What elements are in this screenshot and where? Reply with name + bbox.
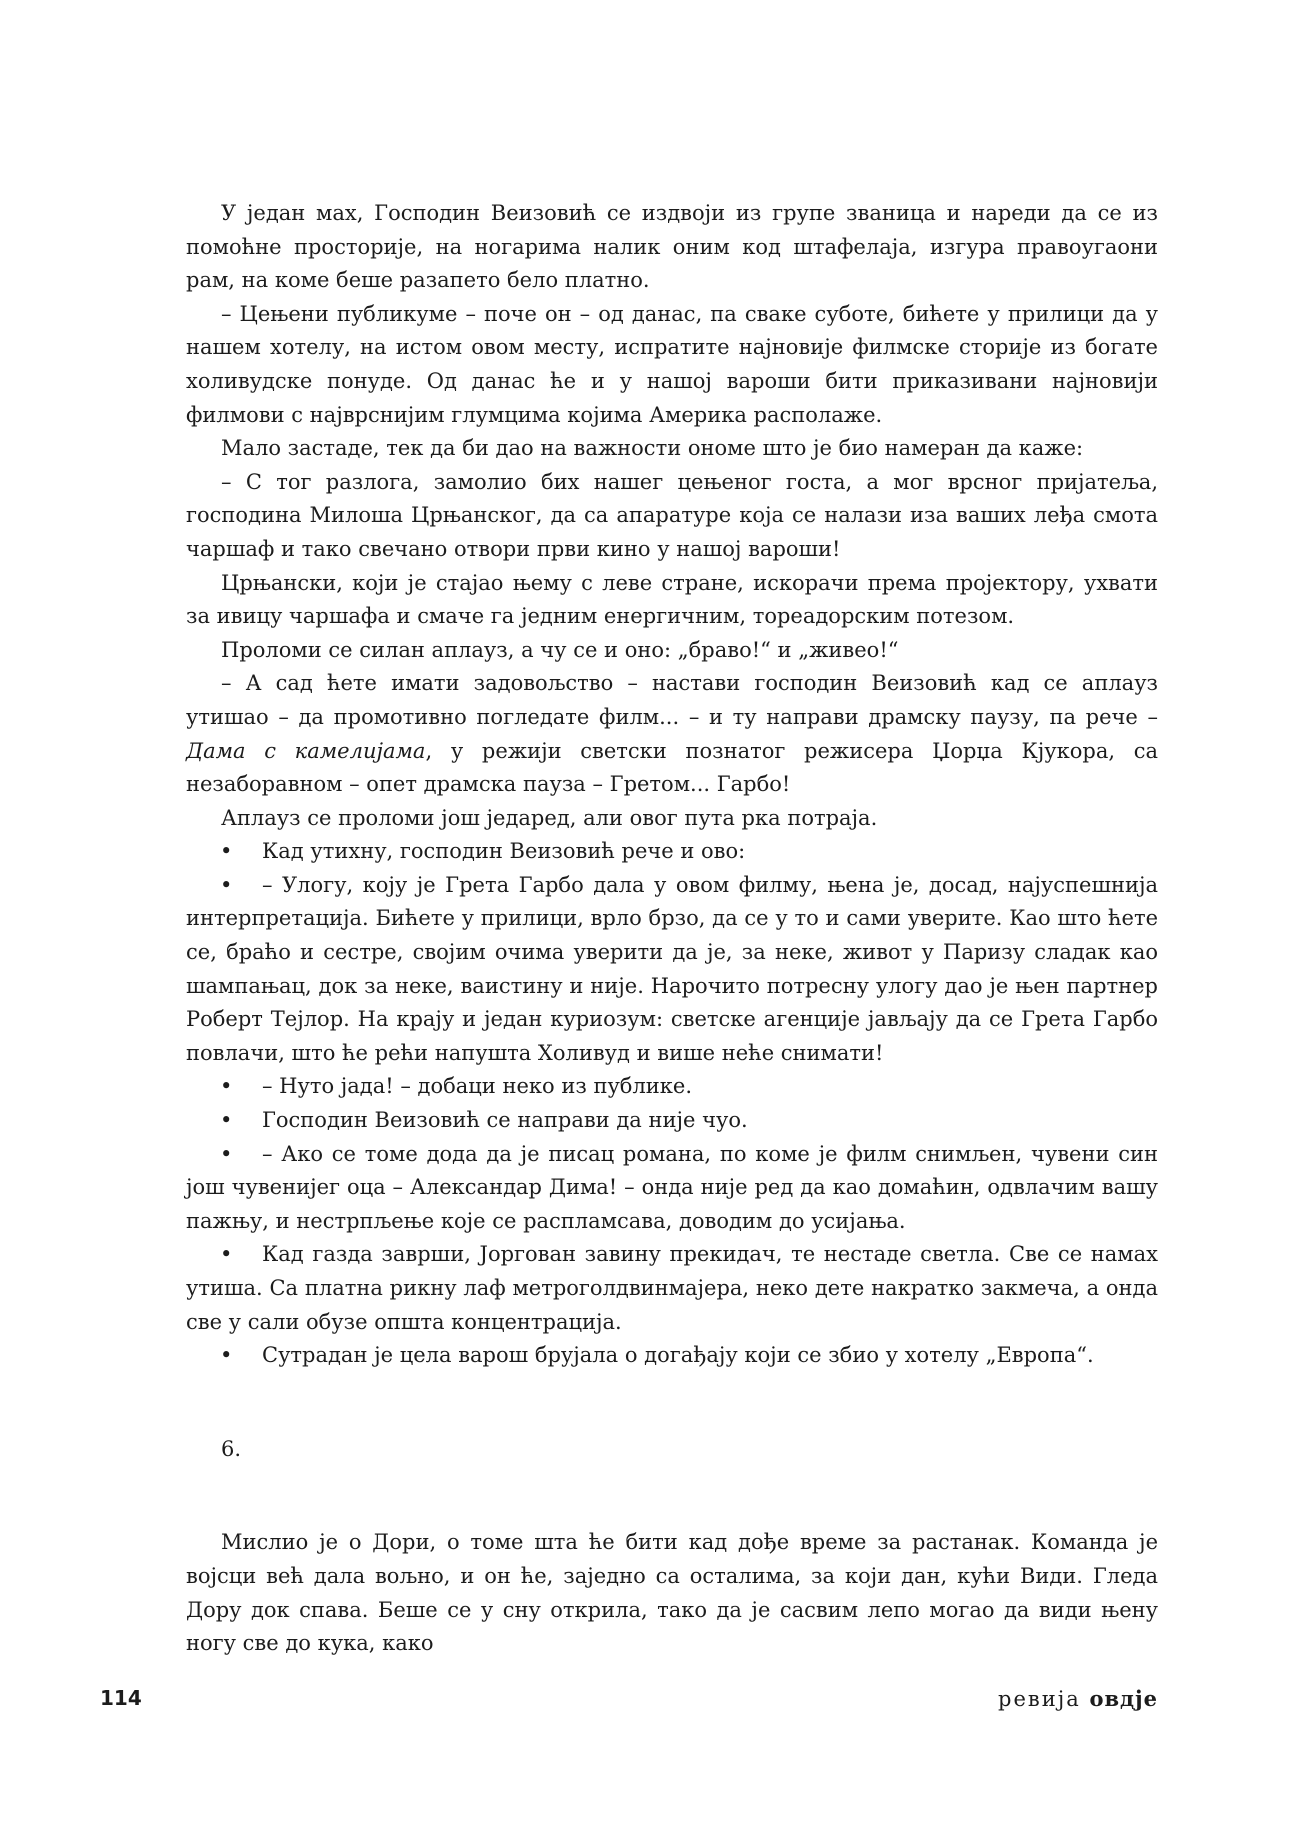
bullet-icon: • — [220, 1141, 233, 1166]
bullet-text: Кад утихну, господин Веизовић рече и ово: — [262, 839, 746, 864]
paragraph — [186, 667, 1158, 801]
journal-prefix: ревија — [998, 1687, 1081, 1711]
bullet-text: – Нуто јада! – добаци неко из публике. — [262, 1074, 693, 1099]
section-number: 6. — [221, 1436, 242, 1461]
bullet-icon: • — [220, 1108, 233, 1133]
bullet-icon: • — [220, 839, 233, 864]
bullet-paragraph — [186, 1339, 1158, 1373]
bullet-paragraph — [186, 1104, 1158, 1138]
paragraph: – Цењени публикуме – поче он – од данас, па сваке суботе, бићете у прилици да у нашем хотелу, на истом овом месту, испратите најновије филмске сторије из богате холивудске понуде. Од данас ће и у нашој вароши бити приказивани најновији филмови с најврснијим глумцима којима Америка располаже. — [186, 301, 1158, 427]
bullet-text: – Улогу, коју је Грета Гарбо дала у овом филму, њена је, досад, најуспешнија интерпретација. Бићете у прилици, врло брзо, да се у то и сами уверите. Као што ћете се, браћо и сестре, својим очима уверити да је, за неке, живот у Паризу сладак као шампањац, док за неке, ваистину и није. Нарочито потресну улогу дао је њен партнер Роберт Тејлор. На крају и један куриозум: светске агенције јављају да се Грета Гарбо повлачи, што ће рећи напушта Холивуд и више неће снимати! — [186, 872, 1158, 1065]
bullet-paragraph — [186, 835, 1158, 869]
paragraph: Мало застаде, тек да би дао на важности ономе што је био намеран да каже: — [221, 436, 1084, 461]
film-title: Дама с камелијама — [186, 738, 426, 763]
journal-name — [998, 1686, 1158, 1711]
bullet-icon: • — [220, 1074, 233, 1099]
paragraph: Црњански, који је стајао њему с леве стране, искорачи према пројектору, ухвати за ивицу чаршафа и смаче га једним енергичним, тореадорским потезом. — [186, 570, 1158, 629]
paragraph: Проломи се силан аплауз, а чу се и оно: „браво!“ и „живео!“ — [221, 637, 899, 662]
paragraph: Аплауз се проломи још једаред, али овог пута рка потраја. — [221, 805, 878, 830]
journal-title: овдје — [1089, 1686, 1158, 1711]
body-text — [186, 197, 1158, 1661]
bullet-paragraph — [186, 1238, 1158, 1339]
bullet-text: – Ако се томе дода да је писац романа, по коме је филм снимљен, чувени син још чувенијег оца – Александар Дима! – онда није ред да као домаћин, одвлачим вашу пажњу, и нестрпљење које се распламсава, доводим до усијања. — [186, 1141, 1158, 1233]
paragraph: – С тог разлога, замолио бих нашег цењеног госта, а мог врсног пријатеља, господина Милоша Црњанског, да са апаратуре која се налази иза ваших леђа смота чаршаф и тако свечано отвори први кино у нашој вароши! — [186, 469, 1158, 561]
paragraph-text: – А сад ћете имати задовољство – настави господин Веизовић кад се аплауз утишао – да промотивно погледате филм... – и ту направи драмску паузу, па рече – — [186, 671, 1158, 729]
bullet-icon: • — [220, 1242, 233, 1267]
bullet-icon: • — [220, 872, 233, 897]
bullet-paragraph — [186, 1070, 1158, 1104]
bullet-icon: • — [220, 1343, 233, 1368]
bullet-paragraph — [186, 869, 1158, 1071]
bullet-text: Господин Веизовић се направи да није чуо. — [262, 1108, 748, 1133]
paragraph: Мислио је о Дори, о томе шта ће бити кад дође време за растанак. Команда је војсци већ дала вољно, и он ће, заједно са осталима, за који дан, кући Види. Гледа Дору док спава. Беше се у сну открила, тако да је сасвим лепо могао да види њену ногу све до кука, како — [186, 1530, 1158, 1656]
paragraph-text: , у режији светски познатог режисера Џорџа Кјукора, са незаборавном – опет драмска пауза – Гретом... Гарбо! — [186, 738, 1158, 797]
paragraph: У један мах, Господин Веизовић се издвоји из групе званица и нареди да се из помоћне просторије, на ногарима налик оним код штафелаја, изгура правоугаони рам, на коме беше разапето бело платно. — [186, 201, 1158, 293]
page-number: 114 — [100, 1686, 142, 1710]
bullet-text: Сутрадан је цела варош брујала о догађају који се збио у хотелу „Европа“. — [262, 1343, 1094, 1368]
bullet-text: Кад газда заврши, Јоргован завину прекидач, те нестаде светла. Све се намах утиша. Са платна рикну лаф метроголдвинмајера, неко дете накратко закмеча, а онда све у сали обузе општа концентрација. — [186, 1242, 1158, 1334]
bullet-paragraph — [186, 1138, 1158, 1239]
